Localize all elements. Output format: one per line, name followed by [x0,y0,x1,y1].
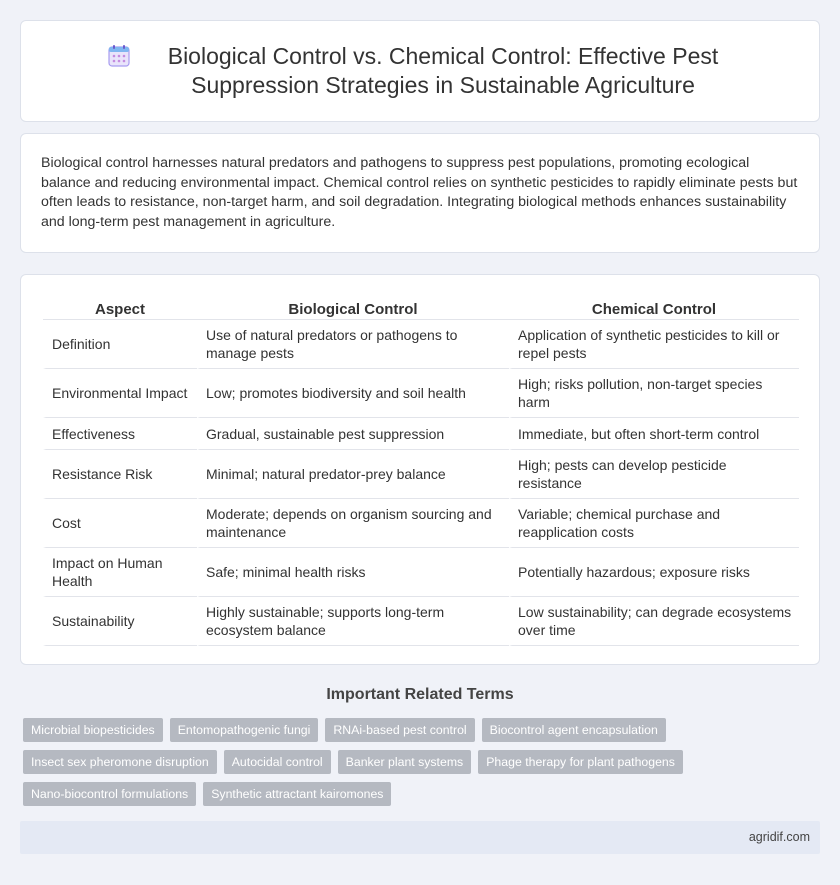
cell-aspect: Cost [43,499,197,548]
tag-link[interactable]: RNAi-based pest control [325,718,474,742]
tag-link[interactable]: Nano-biocontrol formulations [23,782,196,806]
title-wrap [107,42,733,100]
comparison-table [43,295,799,646]
cell-aspect: Impact on Human Health [43,548,197,597]
cell-chemical: Potentially hazardous; exposure risks [509,548,799,597]
cell-chemical: High; risks pollution, non-target species harm [509,369,799,418]
cell-biological: Use of natural predators or pathogens to manage pests [197,320,509,369]
tag-row [23,750,823,774]
tag-row [23,718,823,742]
table-row [43,418,799,450]
related-terms-heading: Important Related Terms [326,686,514,703]
cell-aspect: Effectiveness [43,418,197,450]
footer-site-name[interactable]: agridif.com [748,830,810,844]
table-row [43,450,799,499]
header-aspect: Aspect [43,295,197,320]
tag-link[interactable]: Microbial biopesticides [23,718,163,742]
cell-aspect: Environmental Impact [43,369,197,418]
table-row [43,369,799,418]
cell-chemical: Variable; chemical purchase and reapplication costs [509,499,799,548]
table-row [43,597,799,646]
tag-link[interactable]: Insect sex pheromone disruption [23,750,217,774]
related-terms-tags [23,718,823,814]
summary-text: Biological control harnesses natural predators and pathogens to suppress pest populations, promoting ecological balance and reducing environmental impact. Chemical control relies on synthetic pesticides to rapidly eliminate pests but often leads to resistance, non-target harm, and soil degradation. Integrating biological methods enhances sustainability and long-term pest management in agriculture. [41,155,798,230]
cell-biological: Highly sustainable; supports long-term ecosystem balance [197,597,509,646]
cell-biological: Safe; minimal health risks [197,548,509,597]
tag-link[interactable]: Biocontrol agent encapsulation [482,718,666,742]
cell-chemical: Immediate, but often short-term control [509,418,799,450]
table-row [43,320,799,369]
table-header-row [43,295,799,320]
table-row [43,548,799,597]
comparison-table-card [20,274,820,665]
summary-card [20,133,820,253]
cell-aspect: Sustainability [43,597,197,646]
title-card [20,20,820,122]
footer [20,821,820,854]
tag-link[interactable]: Autocidal control [224,750,331,774]
header-biological: Biological Control [197,295,509,320]
cell-chemical: Application of synthetic pesticides to kill or repel pests [509,320,799,369]
cell-biological: Moderate; depends on organism sourcing and maintenance [197,499,509,548]
header-chemical: Chemical Control [509,295,799,320]
tag-link[interactable]: Banker plant systems [338,750,472,774]
page-title: Biological Control vs. Chemical Control: Effective Pest Suppression Strategies in Sustainable Agriculture [167,43,719,98]
tag-link[interactable]: Entomopathogenic fungi [170,718,319,742]
cell-biological: Gradual, sustainable pest suppression [197,418,509,450]
tag-link[interactable]: Synthetic attractant kairomones [203,782,391,806]
table-row [43,499,799,548]
tag-link[interactable]: Phage therapy for plant pathogens [478,750,683,774]
cell-chemical: Low sustainability; can degrade ecosystems over time [509,597,799,646]
cell-aspect: Resistance Risk [43,450,197,499]
cell-chemical: High; pests can develop pesticide resistance [509,450,799,499]
tag-row [23,782,823,806]
cell-biological: Low; promotes biodiversity and soil health [197,369,509,418]
cell-aspect: Definition [43,320,197,369]
calendar-icon [107,44,131,68]
cell-biological: Minimal; natural predator-prey balance [197,450,509,499]
